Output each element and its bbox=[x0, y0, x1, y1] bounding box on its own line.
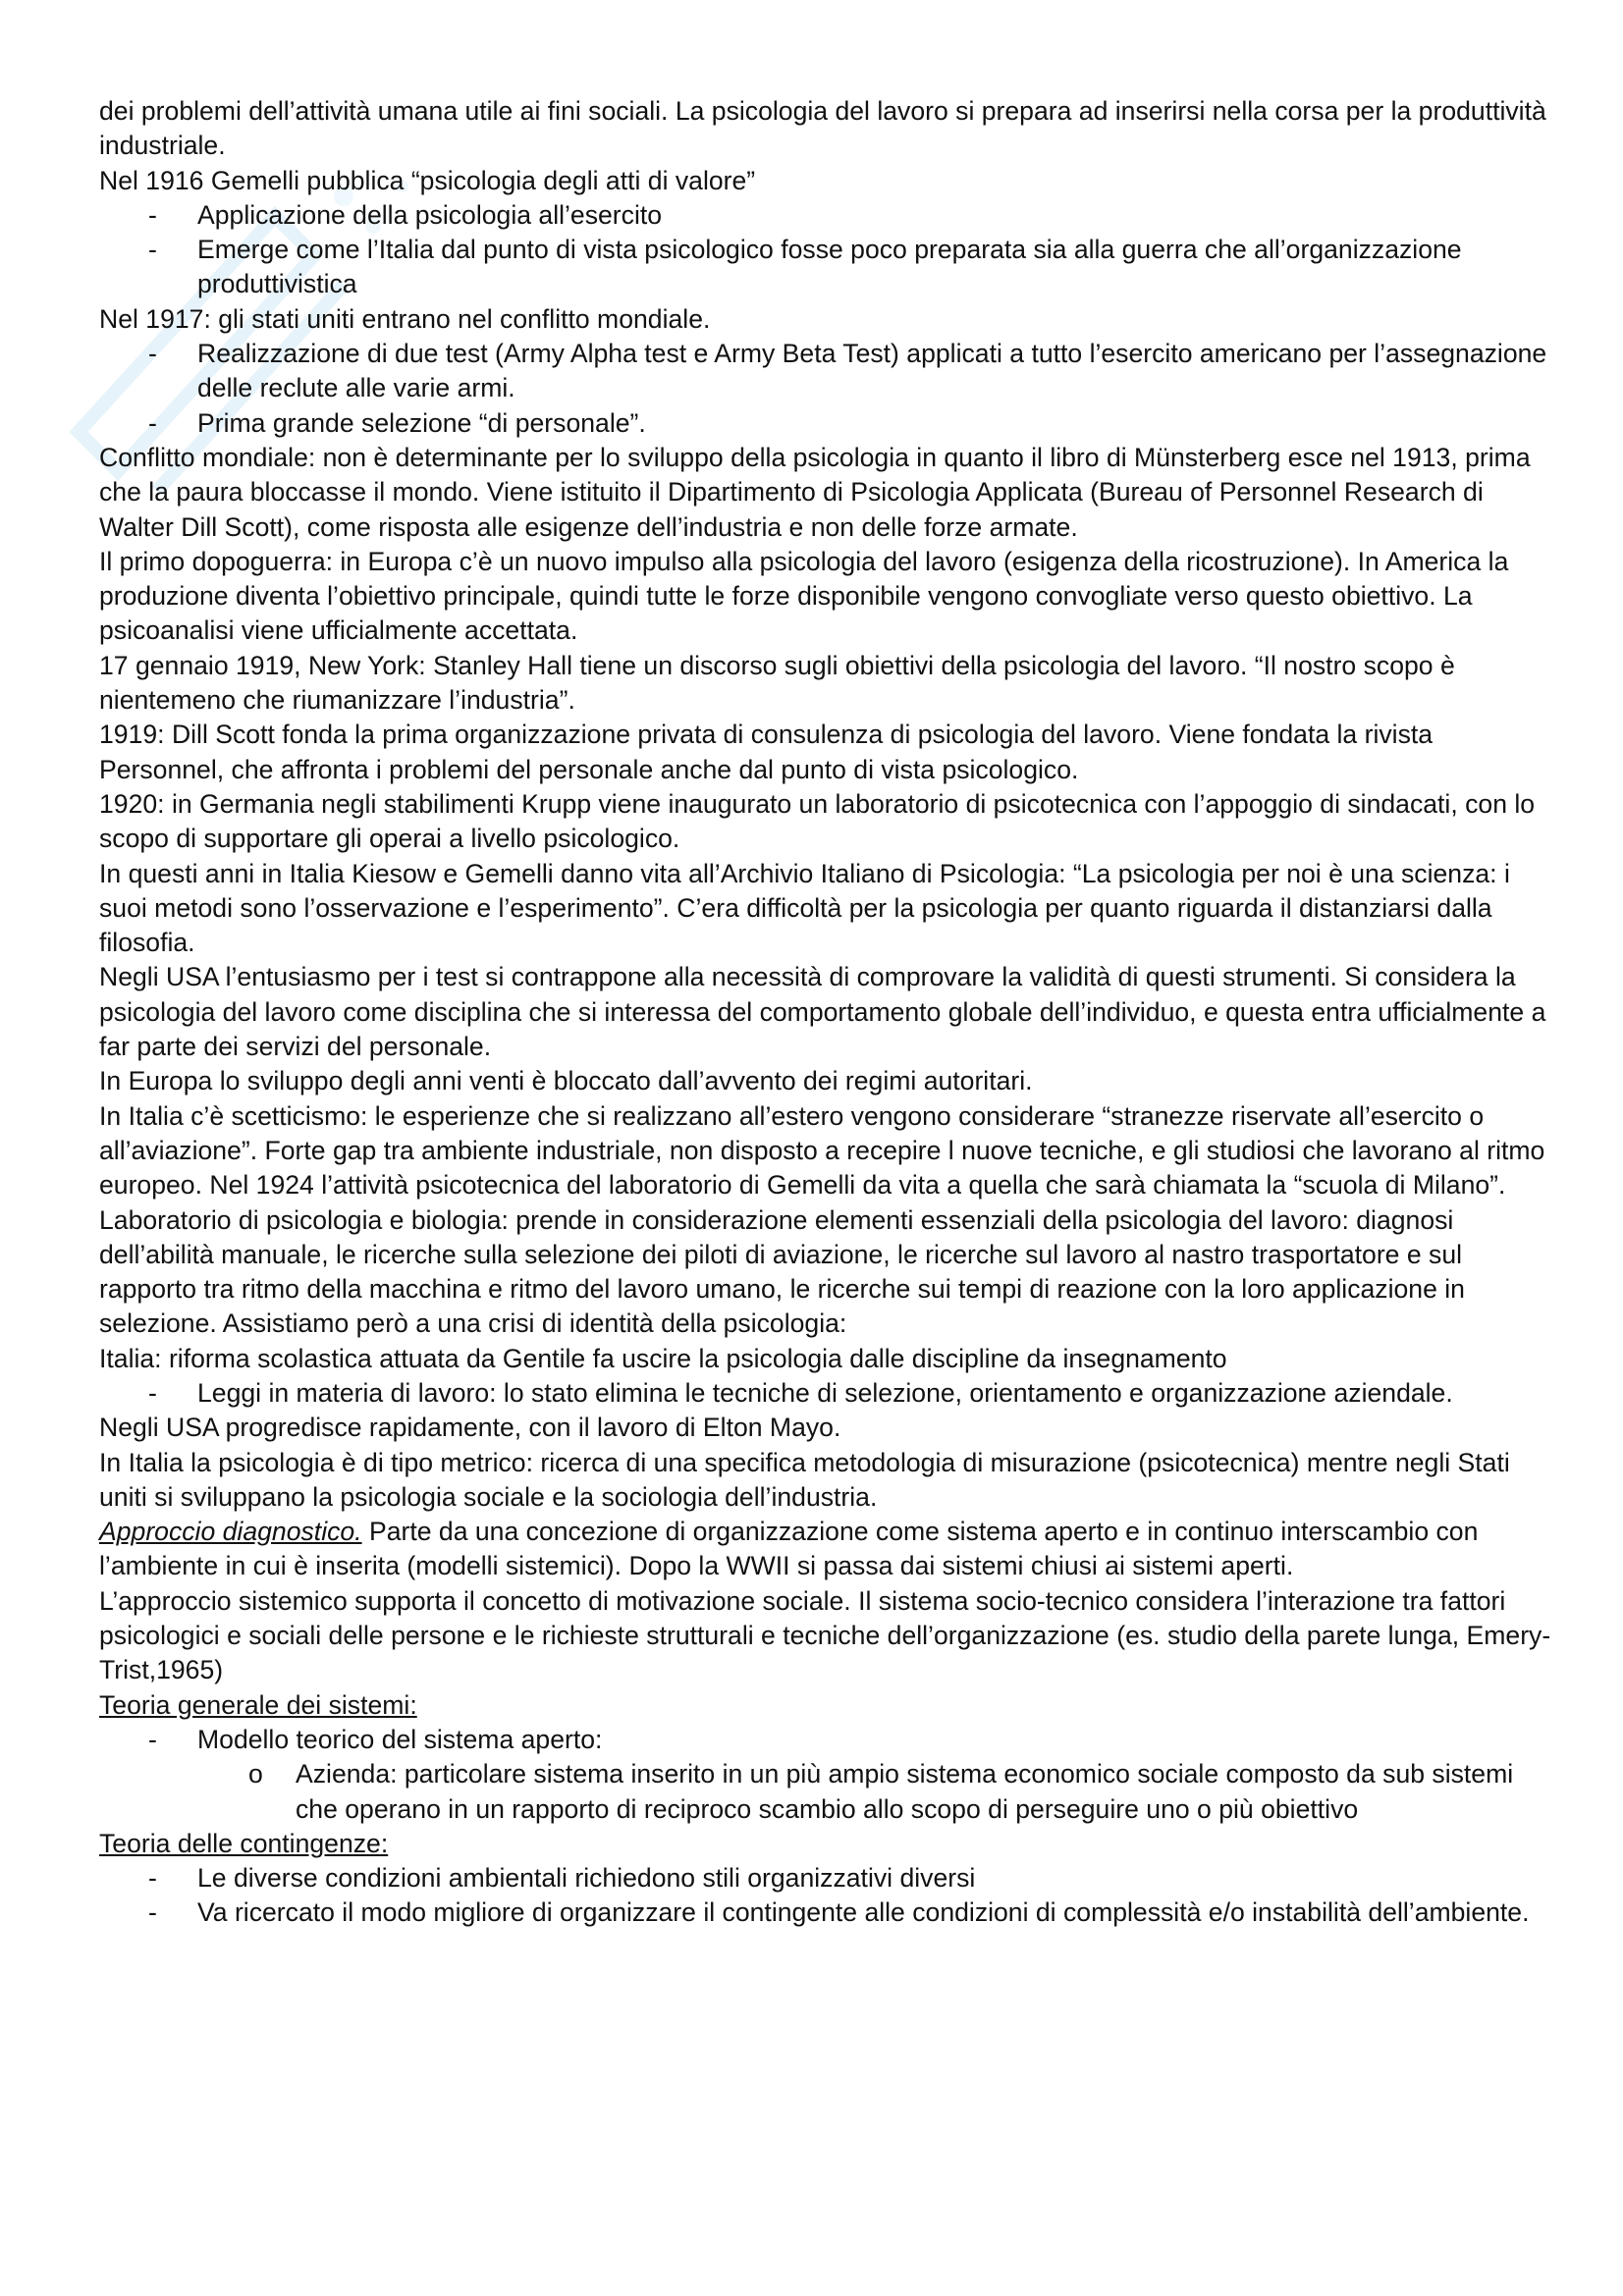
bullet-text: Prima grande selezione “di personale”. bbox=[197, 407, 646, 438]
bullet-dash: - bbox=[148, 235, 157, 265]
bullet-dash: - bbox=[148, 199, 157, 230]
bullet-text: Modello teorico del sistema aperto: bbox=[197, 1724, 603, 1754]
section-heading: Approccio diagnostico. bbox=[99, 1517, 362, 1547]
bullet-item bbox=[99, 1376, 1552, 1411]
bullet-item bbox=[99, 198, 1552, 233]
bullet-text: Emerge come l’Italia dal punto di vista psicologico fosse poco preparata sia alla guerra che all’organizzazione produttivistica bbox=[197, 235, 1462, 299]
paragraph bbox=[99, 1515, 1552, 1584]
bullet-dash: - bbox=[148, 1863, 157, 1894]
paragraph: In questi anni in Italia Kiesow e Gemelli danno vita all’Archivio Italiano di Psicologia: “La psicologia per noi è una scienza: i suoi metodi sono l’osservazione e l’esperimento”. C’era difficoltà per la psicologia per quanto riguarda il distanziarsi dalla filosofia. bbox=[99, 858, 1510, 958]
paragraph: 1920: in Germania negli stabilimenti Krupp viene inaugurato un laboratorio di psicotecnica con l’appoggio di sindacati, con lo scopo di supportare gli operai a livello psicologico. bbox=[99, 788, 1536, 854]
paragraph: Negli USA l’entusiasmo per i test si contrappone alla necessità di comprovare la validità di questi strumenti. Si considera la psicologia del lavoro come disciplina che si interessa del comportamento globale dell’individuo, e questa entra ufficialmente a far parte dei servizi del personale. bbox=[99, 962, 1546, 1062]
bullet-text: Realizzazione di due test (Army Alpha test e Army Beta Test) applicati a tutto l’esercito americano per l’assegnazione delle reclute alle varie armi. bbox=[197, 339, 1547, 403]
sub-bullet-text: Azienda: particolare sistema inserito in un più ampio sistema economico sociale composto da sub sistemi che operano in un rapporto di reciproco scambio allo scopo di perseguire uno o più obiettivo bbox=[296, 1759, 1514, 1824]
bullet-dash: - bbox=[148, 1377, 157, 1408]
paragraph: 17 gennaio 1919, New York: Stanley Hall tiene un discorso sugli obiettivi della psicologia del lavoro. “Il nostro scopo è nientemeno che riumanizzare l’industria”. bbox=[99, 650, 1455, 716]
bullet-dash: - bbox=[148, 1897, 157, 1928]
paragraph: In Italia c’è scetticismo: le esperienze che si realizzano all’estero vengono considerare “stranezze riservate all’esercito o all’aviazione”. Forte gap tra ambiente industriale, non disposto a recepire l nuove tecniche, e gli studiosi che lavorano al ritmo europeo. Nel 1924 l’attività psicotecnica del laboratorio di Gemelli da vita a quella che sarà chiamata la “scuola di Milano”. bbox=[99, 1100, 1545, 1201]
sub-bullet-mark: o bbox=[248, 1759, 263, 1789]
bullet-item bbox=[99, 1861, 1552, 1896]
paragraph-text: Parte da una concezione di organizzazione come sistema aperto e in continuo interscambio con l’ambiente in cui è inserita (modelli sistemici). Dopo la WWII si passa dai sistemi chiusi ai sistemi aperti. bbox=[99, 1517, 1479, 1581]
paragraph: Conflitto mondiale: non è determinante per lo sviluppo della psicologia in quanto il libro di Münsterberg esce nel 1913, prima che la paura bloccasse il mondo. Viene istituito il Dipartimento di Psicologia Applicata (Bureau of Personnel Research di Walter Dill Scott), come risposta alle esigenze dell’industria e non delle forze armate. bbox=[99, 442, 1531, 542]
paragraph: In Europa lo sviluppo degli anni venti è bloccato dall’avvento dei regimi autoritari. bbox=[99, 1066, 1033, 1096]
bullet-text: Applicazione della psicologia all’esercito bbox=[197, 199, 663, 230]
bullet-text: Le diverse condizioni ambientali richiedono stili organizzativi diversi bbox=[197, 1863, 976, 1894]
sub-bullet-item bbox=[99, 1757, 1552, 1827]
bullet-item bbox=[99, 1723, 1552, 1757]
bullet-text: Leggi in materia di lavoro: lo stato elimina le tecniche di selezione, orientamento e organizzazione aziendale. bbox=[197, 1377, 1453, 1408]
paragraph: Laboratorio di psicologia e biologia: prende in considerazione elementi essenziali della psicologia del lavoro: diagnosi dell’abilità manuale, le ricerche sulla selezione dei piloti di aviazione, le ricerche sul lavoro al nastro trasportatore e sul rapporto tra ritmo della macchina e ritmo del lavoro umano, le ricerche sui tempi di reazione con la loro applicazione in selezione. Assistiamo però a una crisi di identità della psicologia: bbox=[99, 1204, 1465, 1339]
section-heading: Teoria delle contingenze: bbox=[99, 1828, 389, 1858]
section-heading: Teoria generale dei sistemi: bbox=[99, 1689, 417, 1720]
paragraph: Nel 1916 Gemelli pubblica “psicologia degli atti di valore” bbox=[99, 165, 756, 195]
bullet-dash: - bbox=[148, 339, 157, 369]
bullet-item bbox=[99, 1896, 1552, 1930]
bullet-text: Va ricercato il modo migliore di organizzare il contingente alle condizioni di complessità e/o instabilità dell’ambiente. bbox=[197, 1897, 1530, 1928]
paragraph: Italia: riforma scolastica attuata da Gentile fa uscire la psicologia dalle discipline da insegnamento bbox=[99, 1343, 1227, 1373]
paragraph: L’approccio sistemico supporta il concetto di motivazione sociale. Il sistema socio-tecnico considera l’interazione tra fattori psicologici e sociali delle persone e le richieste strutturali e tecniche dell’organizzazione (es. studio della parete lunga, Emery-Trist,1965) bbox=[99, 1585, 1551, 1685]
paragraph: dei problemi dell’attività umana utile ai fini sociali. La psicologia del lavoro si prepara ad inserirsi nella corsa per la produttività industriale. bbox=[99, 96, 1546, 161]
bullet-dash: - bbox=[148, 1724, 157, 1754]
paragraph: In Italia la psicologia è di tipo metrico: ricerca di una specifica metodologia di misurazione (psicotecnica) mentre negli Stati uniti si sviluppano la psicologia sociale e la sociologia dell’industria. bbox=[99, 1447, 1510, 1512]
document-page bbox=[99, 94, 1552, 1931]
paragraph: Nel 1917: gli stati uniti entrano nel conflitto mondiale. bbox=[99, 303, 711, 334]
paragraph: Il primo dopoguerra: in Europa c’è un nuovo impulso alla psicologia del lavoro (esigenza della ricostruzione). In America la produzione diventa l’obiettivo principale, quindi tutte le forze disponibile vengono convogliate verso questo obiettivo. La psicoanalisi viene ufficialmente accettata. bbox=[99, 546, 1509, 646]
bullet-dash: - bbox=[148, 407, 157, 438]
bullet-item bbox=[99, 233, 1552, 302]
paragraph: Negli USA progredisce rapidamente, con il lavoro di Elton Mayo. bbox=[99, 1413, 841, 1443]
bullet-item bbox=[99, 406, 1552, 441]
paragraph: 1919: Dill Scott fonda la prima organizzazione privata di consulenza di psicologia del lavoro. Viene fondata la rivista Personnel, che affronta i problemi del personale anche dal punto di vista psicologico. bbox=[99, 720, 1434, 784]
bullet-item bbox=[99, 337, 1552, 406]
